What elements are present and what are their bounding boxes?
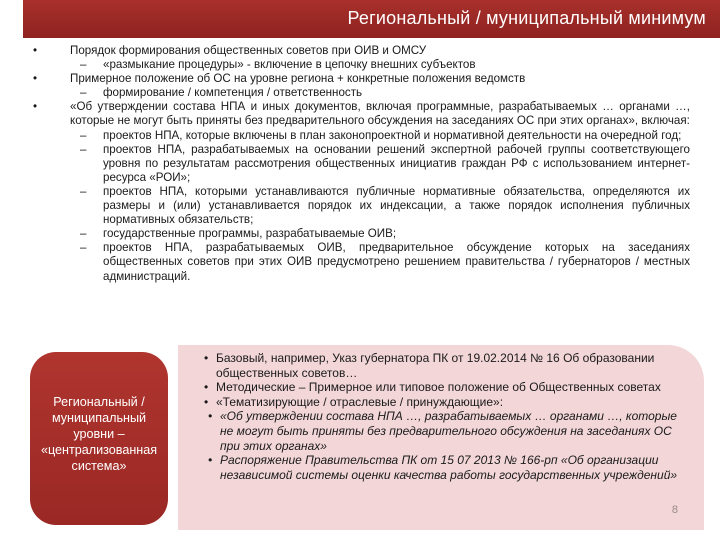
document-subtext: Распоряжение Правительства ПК от 15 07 2013 № 166-рп «Об организации независимой системы оценки качества работы государственных учреждений» (220, 453, 678, 482)
sub-item (30, 58, 690, 72)
dash-icon: – (80, 227, 87, 241)
dash-icon: – (80, 142, 87, 156)
bullet-icon: • (32, 44, 38, 57)
dash-icon: – (80, 58, 87, 72)
documents-list (204, 351, 682, 482)
bullet-icon: • (204, 380, 209, 395)
title-bar (23, 0, 720, 38)
level-label-line: уровни – (73, 427, 125, 441)
sub-item (30, 185, 690, 227)
sub-item (30, 143, 690, 185)
document-subitem (204, 453, 682, 482)
bullet-icon: • (32, 100, 38, 114)
level-label (34, 394, 164, 474)
sub-item (30, 86, 690, 100)
sub-item (30, 241, 690, 283)
level-label-line: муниципальный (51, 411, 147, 425)
bullet-text: Порядок формирования общественных советов при ОИВ и ОМСУ (70, 44, 427, 57)
dash-icon: – (80, 86, 87, 100)
sub-item (30, 227, 690, 241)
sub-text: государственные программы, разрабатываемые ОИВ; (103, 227, 397, 241)
dash-icon: – (80, 128, 87, 142)
sub-text: проектов НПА, которые включены в план законопроектной и нормативной деятельности на очередной год; (103, 128, 682, 142)
document-text: Методические – Примерное или типовое положение об Общественных советах (216, 380, 661, 395)
bullet-icon: • (32, 72, 38, 86)
documents-panel (178, 345, 704, 530)
main-content (30, 44, 690, 284)
sub-text: формирование / компетенция / ответственность (103, 86, 363, 100)
sub-text: «размыкание процедуры» - включение в цепочку внешних субъектов (103, 58, 476, 72)
level-label-line: Региональный / (53, 395, 145, 409)
sub-text: проектов НПА, разрабатываемых на основании решений экспертной рабочей группы соответствующего уровня по результатам рассмотрения общественных инициатив граждан РФ с использованием интернет-ресурса «РОИ»; (103, 142, 690, 184)
level-label-line: «централизованная (40, 443, 158, 457)
document-item (204, 395, 682, 410)
bullet-text: «Об утверждении состава НПА и иных документов, включая программные, разрабатываемых … органами …, которые не могут быть приняты без предварительного обсуждения на заседаниях ОС при этих органах», включая: (70, 100, 690, 128)
document-subitem (204, 409, 682, 453)
document-text: Базовый, например, Указ губернатора ПК от 19.02.2014 № 16 Об образовании общественных советов… (216, 351, 655, 380)
bullet-icon: • (208, 453, 213, 468)
bullet-icon: • (204, 394, 209, 409)
dash-icon: – (80, 241, 87, 255)
bullet-icon: • (204, 351, 209, 365)
bullet-item (30, 44, 690, 58)
document-item (204, 380, 682, 395)
bullet-item (30, 72, 690, 86)
bullet-text: Примерное положение об ОС на уровне региона + конкретные положения ведомств (70, 72, 526, 86)
sub-text: проектов НПА, которыми устанавливаются публичные нормативные обязательства, определяются их размеры и (или) устанавливается порядок их индексации, а также порядок исполнения публичных нормативных обязательств; (103, 184, 690, 227)
document-item (204, 351, 682, 380)
document-subtext: «Об утверждении состава НПА …, разрабатываемых … органами …, которые не могут быть приняты без предварительного обсуждения на заседаниях ОС при этих органах» (220, 409, 677, 453)
document-text: «Тематизирующие / отраслевые / принуждающие»: (216, 394, 504, 409)
dash-icon: – (80, 184, 87, 198)
slide-title: Региональный / муниципальный минимум (347, 8, 706, 28)
level-label-line: система» (71, 459, 127, 473)
level-box (30, 352, 168, 525)
page-number: 8 (671, 504, 678, 516)
bullet-item (30, 100, 690, 128)
sub-item (30, 129, 690, 143)
bullet-icon: • (208, 409, 213, 424)
sub-text: проектов НПА, разрабатываемых ОИВ, предварительное обсуждение которых на заседаниях общественных советов при этих ОИВ предусмотрено решением правительства / губернаторов / местных администраций. (103, 241, 690, 283)
